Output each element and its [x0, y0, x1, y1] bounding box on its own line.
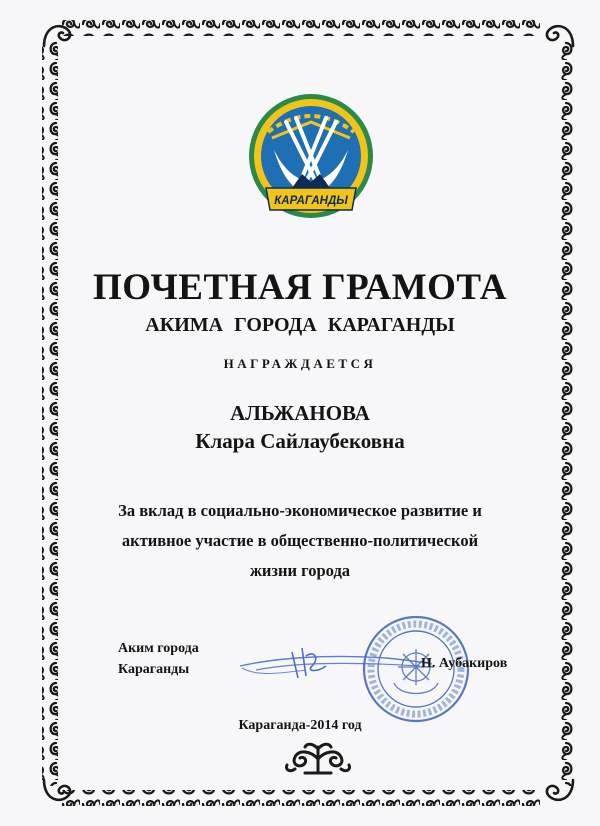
recipient-given-names: Клара Сайлаубековна — [195, 429, 405, 453]
award-reason — [0, 496, 600, 586]
karaganda-city-emblem — [244, 92, 378, 226]
border-bottom-band — [60, 790, 540, 806]
handwritten-signature — [236, 636, 436, 692]
signatory-title — [118, 638, 199, 680]
award-reason-line: За вклад в социально-экономическое развитие и — [118, 501, 482, 520]
recipient-surname: АЛЬЖАНОВА — [230, 401, 370, 425]
bottom-ornament-icon — [281, 739, 355, 777]
award-reason-line: жизни города — [249, 561, 351, 580]
signatory-title-line: Аким города — [118, 641, 199, 656]
place-and-year: Караганда-2014 год — [238, 718, 362, 733]
awarded-label: НАГРАЖДАЕТСЯ — [223, 356, 377, 371]
border-top-band — [60, 20, 540, 36]
signatory-name: Н. Аубакиров — [421, 656, 508, 671]
signatory-title-line: Караганды — [118, 662, 190, 677]
certificate-subtitle: АКИМА ГОРОДА КАРАГАНДЫ — [145, 314, 455, 336]
award-reason-line: активное участие в общественно-политической — [121, 531, 479, 550]
certificate-title: ПОЧЕТНАЯ ГРАМОТА — [92, 267, 507, 308]
emblem-banner-text: КАРАГАНДЫ — [274, 195, 348, 207]
